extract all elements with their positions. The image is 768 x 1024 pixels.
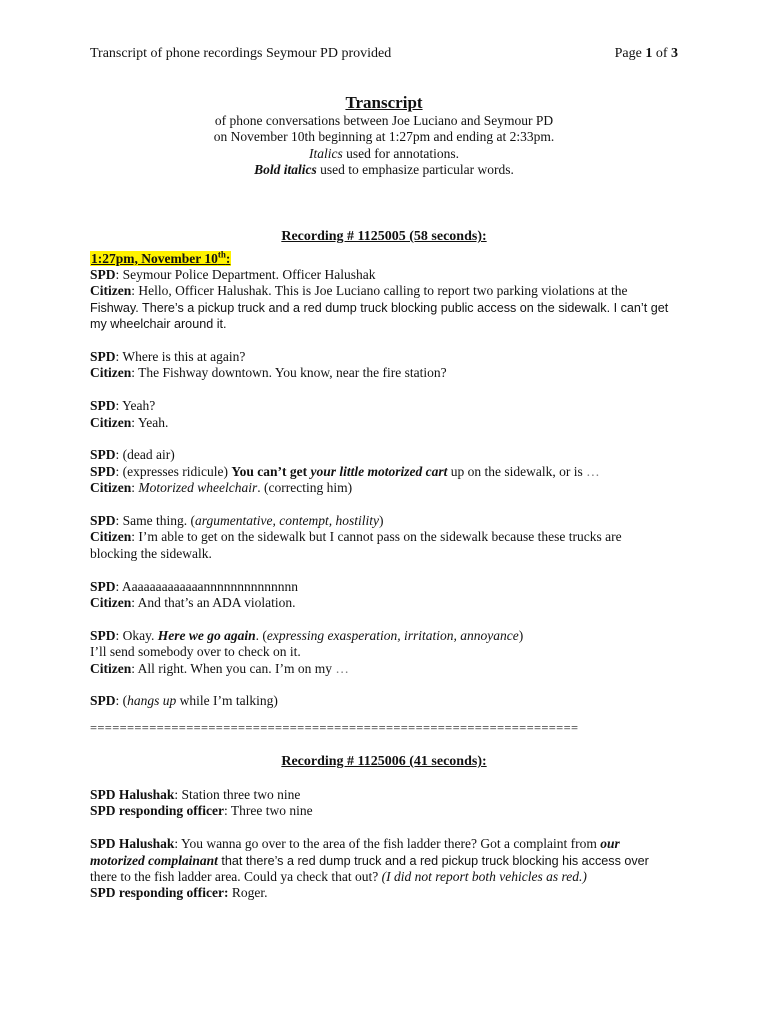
spacer — [90, 497, 680, 513]
dialogue-text: . ( — [255, 627, 267, 643]
ellipsis: … — [335, 660, 349, 676]
dialogue-line — [90, 398, 680, 414]
spacer — [90, 431, 680, 447]
dialogue-line — [90, 464, 680, 480]
speaker: SPD — [90, 627, 116, 643]
dialogue-text: that there’s a red dump truck and a red pickup truck blocking his access over — [217, 853, 649, 868]
dialogue-line — [90, 447, 680, 463]
speaker: SPD responding officer — [90, 803, 224, 819]
recording-heading: Recording # 1125006 (41 seconds): — [281, 754, 487, 769]
speaker: SPD Halushak — [90, 836, 175, 852]
recording-1-transcript — [90, 246, 680, 710]
dialogue-text: : Aaaaaaaaaaaaannnnnnnnnnnnnn — [115, 578, 299, 594]
dialogue-line: Fishway. There’s a pickup truck and a red dump truck blocking public access on the sidewalk. I can’t get — [90, 300, 669, 315]
speaker: SPD — [90, 578, 116, 594]
speaker: SPD — [90, 348, 116, 364]
dialogue-line: I’ll send somebody over to check on it. — [90, 644, 301, 660]
timestamp-line — [90, 246, 680, 267]
dialogue-text: : (expresses ridicule) — [115, 463, 232, 479]
annotation: Motorized wheelchair — [138, 480, 258, 496]
page-number — [615, 46, 678, 62]
dialogue-text: : You wanna go over to the area of the fish ladder there? Got a complaint from — [174, 836, 601, 852]
intro-line: on November 10th beginning at 1:27pm and ending at 2:33pm. — [213, 129, 555, 145]
speaker: SPD Halushak — [90, 787, 175, 802]
emphasis-bold: You can’t get — [231, 463, 311, 479]
dialogue-line — [90, 595, 680, 611]
dialogue-line — [90, 415, 680, 431]
dialogue-line — [90, 349, 680, 365]
bold-italics-label: Bold italics — [254, 162, 317, 178]
page-of: of — [655, 46, 668, 61]
annotation: hangs up — [127, 693, 177, 709]
dialogue-text: : Three two nine — [224, 803, 313, 819]
dialogue-text: : Seymour Police Department. Officer Halushak — [115, 266, 376, 282]
recording-2-transcript — [90, 787, 680, 902]
dialogue-text: : And that’s an ADA violation. — [131, 594, 296, 610]
dialogue-line — [90, 661, 680, 677]
intro-line: of phone conversations between Joe Luciano and Seymour PD — [214, 113, 554, 128]
dialogue-text: : All right. When you can. I’m on my — [131, 660, 336, 676]
dialogue-text: Roger. — [228, 885, 268, 901]
spacer — [90, 562, 680, 578]
dialogue-text: : (dead air) — [115, 447, 175, 463]
speaker: SPD — [90, 266, 116, 282]
dialogue-text: : Okay. — [115, 627, 158, 643]
dialogue-line — [90, 693, 680, 709]
ellipsis: … — [586, 463, 600, 479]
speaker: SPD — [90, 693, 116, 709]
spacer — [90, 382, 680, 398]
intro-line — [0, 162, 768, 178]
speaker: Citizen — [90, 365, 132, 381]
dialogue-text: : — [131, 480, 139, 496]
emphasis-bold-italic: our — [600, 836, 620, 852]
dialogue-text: while I’m talking) — [176, 693, 278, 709]
page-total: 3 — [671, 46, 678, 61]
dialogue-line — [90, 803, 680, 819]
timestamp-sup: th — [217, 249, 226, 259]
dialogue-line — [90, 885, 680, 901]
dialogue-line — [90, 267, 680, 283]
dialogue-text: : Yeah? — [115, 398, 156, 414]
speaker: SPD responding officer: — [90, 885, 229, 901]
recording-heading: Recording # 1125005 (58 seconds): — [281, 229, 487, 244]
dialogue-text: : I’m able to get on the sidewalk but I cannot pass on the sidewalk because these trucks are — [131, 529, 622, 545]
page-word: Page — [614, 46, 642, 61]
dialogue-text: : Hello, Officer Halushak. This is Joe Luciano calling to report two parking violations at the — [131, 283, 628, 299]
emphasis-bold-italic: motorized complainant — [90, 852, 218, 868]
dialogue-line — [90, 283, 680, 299]
emphasis-bold-italic: Here we go again — [157, 627, 256, 643]
dialogue-text: ) — [378, 512, 384, 528]
speaker: Citizen — [90, 414, 132, 430]
intro-text: used to emphasize particular words. — [316, 162, 514, 178]
dialogue-line — [90, 836, 680, 852]
intro-block — [0, 113, 768, 179]
dialogue-text: : Station three two nine — [174, 787, 301, 802]
annotation: (I did not report both vehicles as red.) — [381, 869, 587, 885]
dialogue-line: blocking the sidewalk. — [90, 545, 212, 561]
document-title: Transcript — [345, 93, 423, 112]
speaker: Citizen — [90, 660, 132, 676]
dialogue-line — [90, 869, 680, 885]
page-current: 1 — [645, 46, 653, 61]
speaker: Citizen — [90, 480, 132, 496]
speaker: Citizen — [90, 283, 132, 299]
spacer — [90, 677, 680, 693]
dialogue-line — [90, 628, 680, 644]
header-title: Transcript of phone recordings Seymour PD provided — [90, 46, 392, 61]
dialogue-line: my wheelchair around it. — [90, 317, 227, 332]
section-divider: ================================================================== — [90, 721, 579, 735]
annotation: expressing exasperation, irritation, annoyance — [266, 627, 519, 643]
dialogue-line — [90, 579, 680, 595]
italics-label: Italics — [309, 145, 343, 161]
dialogue-text: : ( — [115, 693, 128, 709]
speaker: SPD — [90, 398, 116, 414]
spacer — [90, 820, 680, 836]
timestamp-text: 1:27pm, November 10 — [91, 250, 218, 266]
dialogue-line — [90, 513, 680, 529]
speaker: SPD — [90, 447, 116, 463]
timestamp-highlight — [90, 251, 231, 266]
speaker: Citizen — [90, 594, 132, 610]
timestamp-colon: : — [225, 250, 231, 266]
dialogue-text: : Same thing. ( — [115, 512, 196, 528]
dialogue-text: up on the sidewalk, or is — [447, 463, 587, 479]
dialogue-text: there to the fish ladder area. Could ya check that out? — [90, 869, 382, 885]
dialogue-line — [90, 365, 680, 381]
dialogue-text: ) — [518, 627, 524, 643]
speaker: Citizen — [90, 529, 132, 545]
dialogue-line — [90, 853, 680, 869]
dialogue-text: : Yeah. — [131, 414, 169, 430]
dialogue-text: . (correcting him) — [257, 480, 353, 496]
annotation: argumentative, contempt, hostility — [195, 512, 379, 528]
spacer — [90, 611, 680, 627]
intro-text: used for annotations. — [342, 145, 459, 161]
dialogue-line — [90, 480, 680, 496]
intro-line — [0, 146, 768, 162]
spacer — [90, 333, 680, 349]
dialogue-line — [90, 529, 680, 545]
speaker: SPD — [90, 512, 116, 528]
emphasis-bold-italic: your little motorized cart — [310, 463, 448, 479]
speaker: SPD — [90, 463, 116, 479]
dialogue-line — [90, 787, 680, 803]
dialogue-text: : Where is this at again? — [115, 348, 246, 364]
dialogue-text: : The Fishway downtown. You know, near the fire station? — [131, 365, 447, 381]
